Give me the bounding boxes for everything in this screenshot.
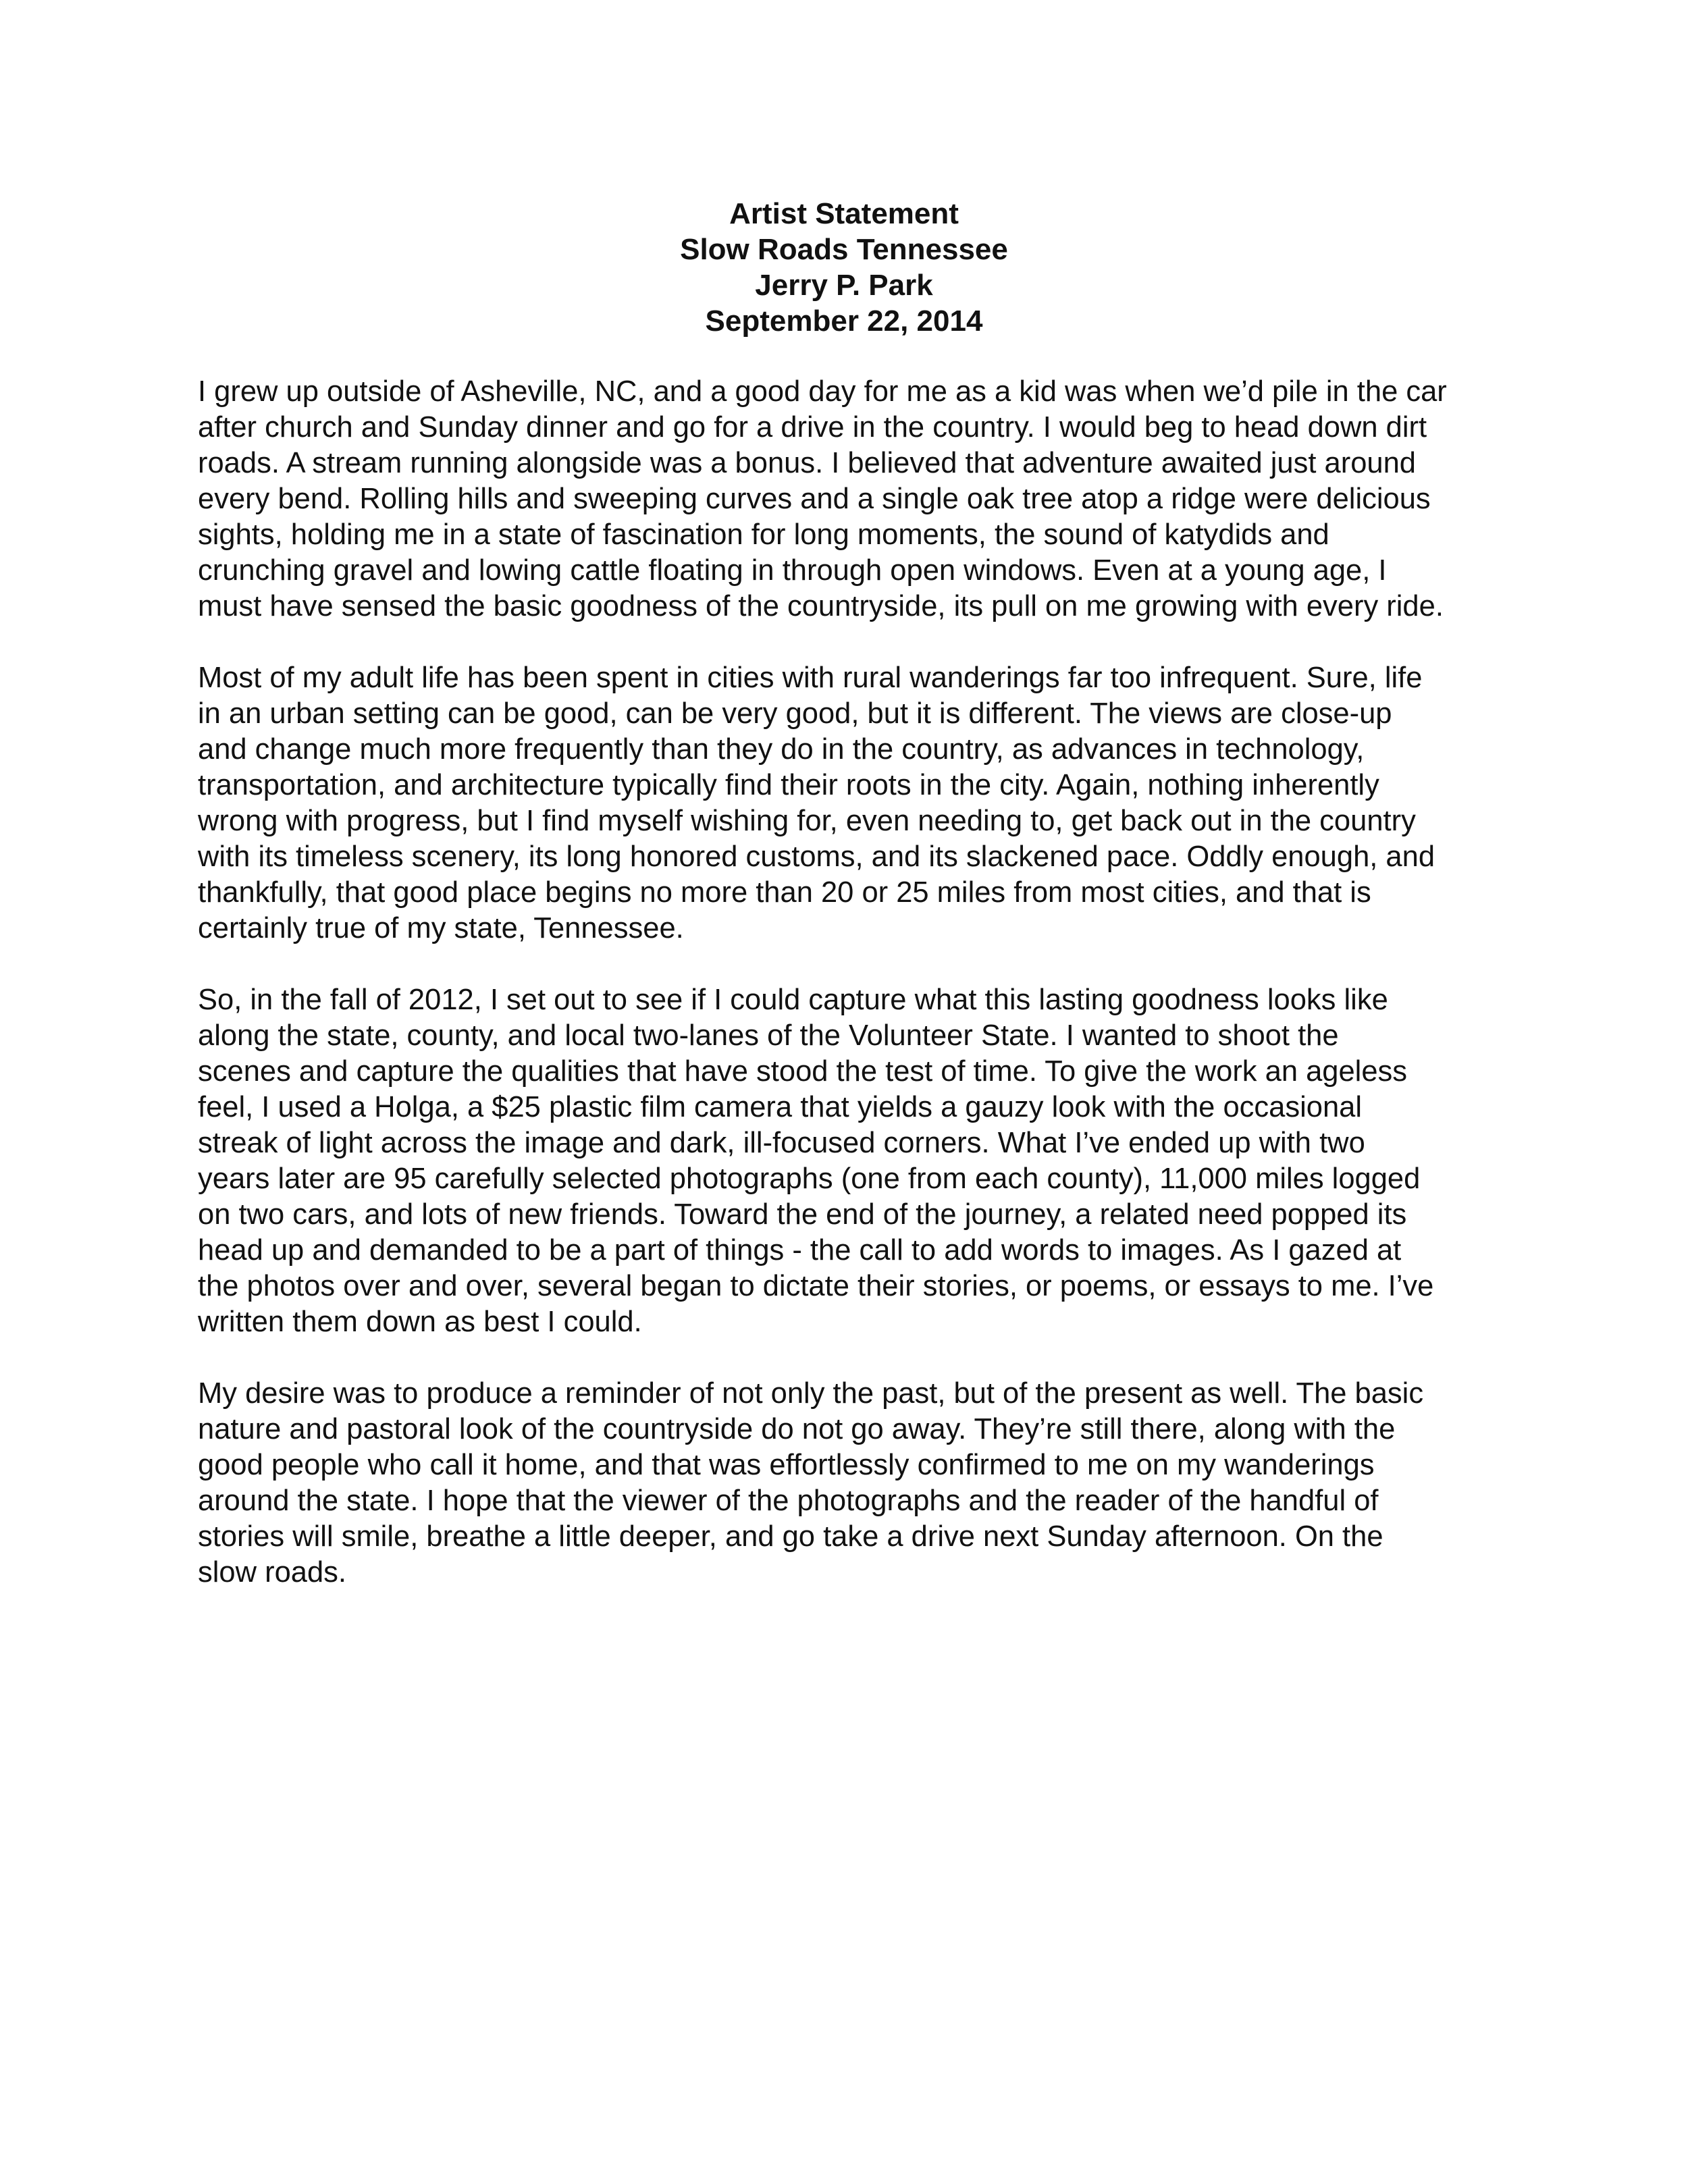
text-line: in an urban setting can be good, can be very good, but it is different. The views are close-up <box>198 697 1392 730</box>
text-line: the photos over and over, several began to dictate their stories, or poems, or essays to me. I’ve <box>198 1270 1434 1302</box>
text-line: nature and pastoral look of the countryside do not go away. They’re still there, along with the <box>198 1413 1396 1445</box>
text-line: around the state. I hope that the viewer of the photographs and the reader of the handful of <box>198 1485 1379 1517</box>
text-line: I grew up outside of Asheville, NC, and a good day for me as a kid was when we’d pile in the car <box>198 375 1447 408</box>
text-line: crunching gravel and lowing cattle floating in through open windows. Even at a young age, I <box>198 554 1387 587</box>
text-line: certainly true of my state, Tennessee. <box>198 912 684 944</box>
document-header <box>0 196 1688 339</box>
text-line: So, in the fall of 2012, I set out to see if I could capture what this lasting goodness looks like <box>198 984 1388 1016</box>
text-line: and change much more frequently than they do in the country, as advances in technology, <box>198 733 1365 766</box>
document-body <box>198 374 1508 1626</box>
text-line: on two cars, and lots of new friends. Toward the end of the journey, a related need popped its <box>198 1198 1407 1231</box>
paragraph-3 <box>198 982 1508 1340</box>
text-line: transportation, and architecture typically find their roots in the city. Again, nothing inherently <box>198 769 1379 801</box>
text-line: head up and demanded to be a part of things - the call to add words to images. As I gazed at <box>198 1234 1402 1267</box>
text-line: stories will smile, breathe a little deeper, and go take a drive next Sunday afternoon. On the <box>198 1520 1383 1553</box>
text-line: thankfully, that good place begins no more than 20 or 25 miles from most cities, and that is <box>198 876 1371 909</box>
text-line: years later are 95 carefully selected photographs (one from each county), 11,000 miles logged <box>198 1163 1421 1195</box>
text-line: every bend. Rolling hills and sweeping curves and a single oak tree atop a ridge were delicious <box>198 483 1431 515</box>
text-line: after church and Sunday dinner and go for a drive in the country. I would beg to head down dirt <box>198 411 1427 444</box>
paragraph-2 <box>198 660 1508 947</box>
text-line: good people who call it home, and that was effortlessly confirmed to me on my wanderings <box>198 1449 1375 1481</box>
text-line: must have sensed the basic goodness of the countryside, its pull on me growing with every ride. <box>198 590 1444 622</box>
text-line: slow roads. <box>198 1556 347 1589</box>
text-line: feel, I used a Holga, a $25 plastic film camera that yields a gauzy look with the occasional <box>198 1091 1363 1123</box>
paragraph-1 <box>198 374 1508 624</box>
text-line: sights, holding me in a state of fascination for long moments, the sound of katydids and <box>198 518 1329 551</box>
document-title: Artist Statement <box>729 197 959 230</box>
document-date: September 22, 2014 <box>705 304 983 338</box>
text-line: streak of light across the image and dark, ill-focused corners. What I’ve ended up with two <box>198 1127 1365 1159</box>
text-line: Most of my adult life has been spent in cities with rural wanderings far too infrequent. Sure, life <box>198 662 1423 694</box>
text-line: with its timeless scenery, its long honored customs, and its slackened pace. Oddly enough, and <box>198 841 1435 873</box>
text-line: roads. A stream running alongside was a bonus. I believed that adventure awaited just around <box>198 447 1416 479</box>
document-subtitle: Slow Roads Tennessee <box>680 233 1008 266</box>
text-line: My desire was to produce a reminder of not only the past, but of the present as well. The basic <box>198 1377 1424 1410</box>
paragraph-4 <box>198 1376 1508 1591</box>
text-line: scenes and capture the qualities that have stood the test of time. To give the work an ageless <box>198 1055 1408 1088</box>
text-line: along the state, county, and local two-lanes of the Volunteer State. I wanted to shoot the <box>198 1019 1339 1052</box>
text-line: wrong with progress, but I find myself wishing for, even needing to, get back out in the country <box>198 805 1416 837</box>
text-line: written them down as best I could. <box>198 1306 642 1338</box>
document-author: Jerry P. Park <box>755 269 933 302</box>
